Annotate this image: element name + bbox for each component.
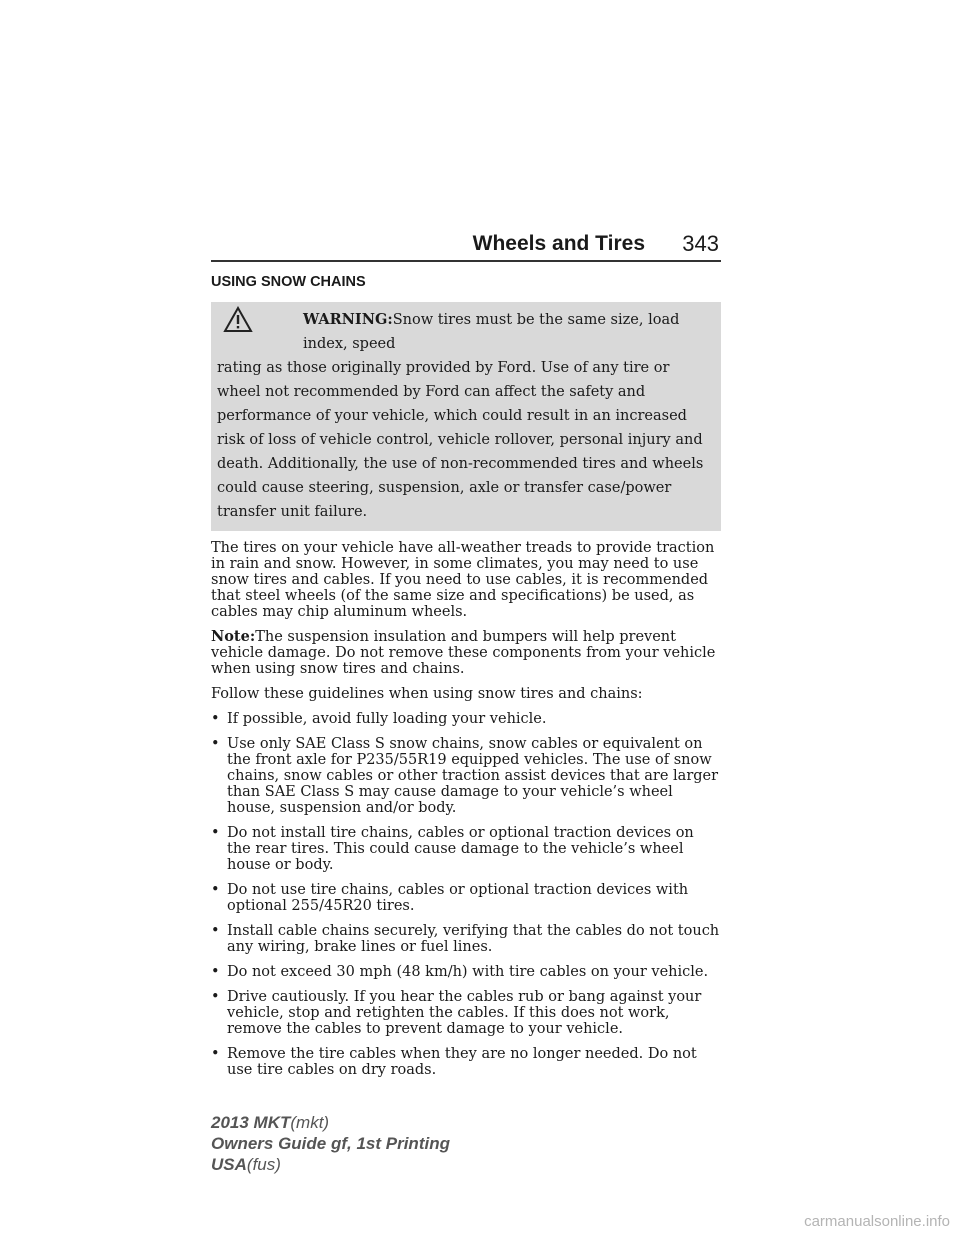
bullet-icon: •: [211, 736, 220, 752]
note-label: Note:: [211, 628, 256, 645]
list-item: • Install cable chains securely, verifying that the cables do not touch any wiring, brake lines or fuel lines.: [211, 923, 720, 955]
warning-first-text: Snow tires must be the same size, load index, speed: [303, 312, 680, 352]
bullet-icon: •: [211, 825, 220, 841]
note-paragraph: [211, 629, 721, 677]
footer-line-3: USA(fus): [211, 1155, 281, 1174]
list-item: • Use only SAE Class S snow chains, snow cables or equivalent on the front axle for P235/55R19 equipped vehicles. The use of snow chains, snow cables or other traction assist devices that are larger than SAE Class S may cause damage to your vehicle’s wheel house, suspension and/or body.: [211, 736, 719, 816]
section-title: USING SNOW CHAINS: [211, 274, 366, 290]
chapter-title: Wheels and Tires: [472, 232, 645, 255]
page-content: [211, 273, 721, 1078]
bullet-icon: •: [211, 964, 220, 980]
page-number: 343: [682, 231, 719, 256]
guidelines-list: [211, 711, 721, 1078]
watermark: carmanualsonline.info: [804, 1213, 950, 1230]
list-item: • Drive cautiously. If you hear the cables rub or bang against your vehicle, stop and retighten the cables. If this does not work, remove the cables to prevent damage to your vehicle.: [211, 989, 702, 1037]
page-header: [211, 230, 721, 262]
guidelines-intro: Follow these guidelines when using snow tires and chains:: [211, 686, 643, 702]
list-item: • Remove the tire cables when they are no longer needed. Do not use tire cables on dry roads.: [211, 1046, 697, 1078]
warning-first-line: [217, 308, 715, 356]
bullet-icon: •: [211, 923, 220, 939]
note-text: The suspension insulation and bumpers will help prevent vehicle damage. Do not remove these components from your vehicle when using snow tires and chains.: [211, 629, 716, 677]
warning-label: WARNING:: [303, 311, 393, 328]
footer-line-1: 2013 MKT(mkt): [211, 1113, 330, 1132]
list-item: • Do not exceed 30 mph (48 km/h) with tire cables on your vehicle.: [211, 964, 709, 980]
bullet-icon: •: [211, 711, 220, 727]
list-item: • Do not install tire chains, cables or optional traction devices on the rear tires. This could cause damage to the vehicle’s wheel house or body.: [211, 825, 694, 873]
bullet-icon: •: [211, 882, 220, 898]
footer-line-2: Owners Guide gf, 1st Printing: [211, 1134, 450, 1153]
warning-box: [211, 302, 721, 531]
bullet-icon: •: [211, 989, 220, 1005]
list-item: • Do not use tire chains, cables or optional traction devices with optional 255/45R20 tires.: [211, 882, 689, 914]
list-item: • If possible, avoid fully loading your vehicle.: [211, 711, 547, 727]
page-footer: [211, 1112, 450, 1175]
warning-body: rating as those originally provided by Ford. Use of any tire or wheel not recommended by Ford can affect the safety and performance of your vehicle, which could result in an increased risk of loss of vehicle control, vehicle rollover, personal injury and death. Additionally, the use of non-recommended tires and wheels could cause steering, suspension, axle or transfer case/power transfer unit failure.: [217, 360, 704, 520]
bullet-icon: •: [211, 1046, 220, 1062]
intro-paragraph: The tires on your vehicle have all-weather treads to provide traction in rain and snow. However, in some climates, you may need to use snow tires and cables. If you need to use cables, it is recommended that steel wheels (of the same size and specifications) be used, as cables may chip aluminum wheels.: [211, 540, 715, 620]
